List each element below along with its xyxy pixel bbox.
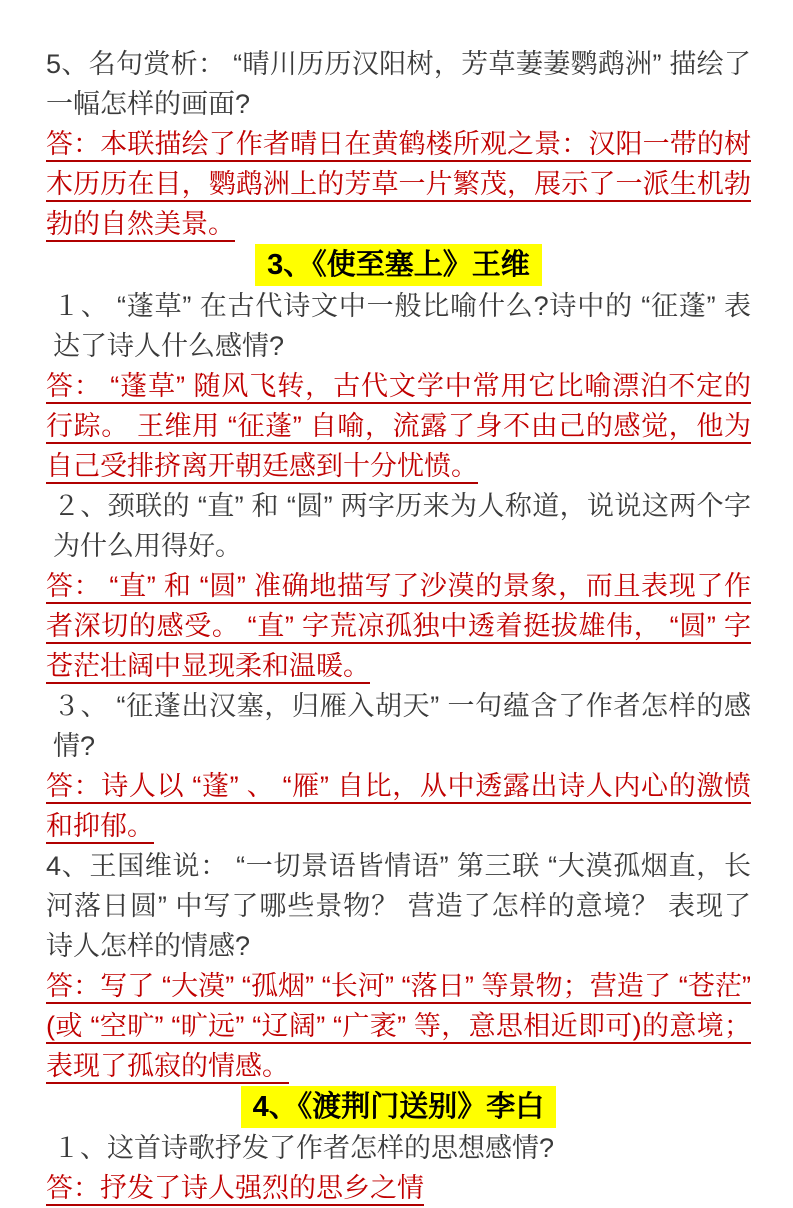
section-header-dujingmen bbox=[46, 1086, 751, 1128]
section-header-shizhisaishang bbox=[46, 244, 751, 286]
question-saishang-2: ２、颈联的 “直” 和 “圆” 两字历来为人称道，说说这两个字为什么用得好。 bbox=[53, 491, 751, 561]
question-saishang-3: ３、 “征蓬出汉塞，归雁入胡天” 一句蕴含了作者怎样的感情? bbox=[53, 691, 751, 761]
answer-saishang-2: 答： “直” 和 “圆” 准确地描写了沙漠的景象，而且表现了作者深切的感受。 “直” 字荒凉孤独中透着挺拔雄伟， “圆” 字苍茫壮阔中显现柔和温暖。 bbox=[46, 571, 751, 681]
question-saishang-1: １、 “蓬草” 在古代诗文中一般比喻什么?诗中的 “征蓬” 表达了诗人什么感情? bbox=[53, 291, 751, 361]
answer-huanghelou-5: 答：本联描绘了作者晴日在黄鹤楼所观之景：汉阳一带的树木历历在目，鹦鹉洲上的芳草一片繁茂，展示了一派生机勃勃的自然美景。 bbox=[46, 129, 751, 239]
section-header-shizhisaishang-highlight: 3、《使至塞上》王维 bbox=[255, 244, 542, 286]
question-dujingmen-1: １、这首诗歌抒发了作者怎样的思想感情? bbox=[53, 1133, 555, 1163]
question-huanghelou-5: 5、名句赏析： “晴川历历汉阳树，芳草萋萋鹦鹉洲” 描绘了一幅怎样的画面? bbox=[46, 49, 751, 119]
answer-saishang-3: 答：诗人以 “蓬” 、 “雁” 自比，从中透露出诗人内心的激愤和抑郁。 bbox=[46, 771, 751, 841]
section-header-dujingmen-highlight: 4、《渡荆门送别》李白 bbox=[241, 1086, 557, 1128]
question-saishang-4: 4、王国维说： “一切景语皆情语” 第三联 “大漠孤烟直，长河落日圆” 中写了哪些景物？ 营造了怎样的意境？ 表现了诗人怎样的情感? bbox=[46, 851, 751, 961]
answer-dujingmen-1: 答：抒发了诗人强烈的思乡之情 bbox=[46, 1173, 424, 1203]
answer-saishang-4: 答：写了 “大漠” “孤烟” “长河” “落日” 等景物；营造了 “苍茫” (或 “空旷” “旷远” “辽阔” “广袤” 等，意思相近即可)的意境；表现了孤寂的情感。 bbox=[46, 971, 751, 1081]
answer-saishang-1: 答： “蓬草” 随风飞转，古代文学中常用它比喻漂泊不定的行踪。 王维用 “征蓬” 自喻，流露了身不由己的感觉，他为自己受排挤离开朝廷感到十分忧愤。 bbox=[46, 371, 751, 481]
